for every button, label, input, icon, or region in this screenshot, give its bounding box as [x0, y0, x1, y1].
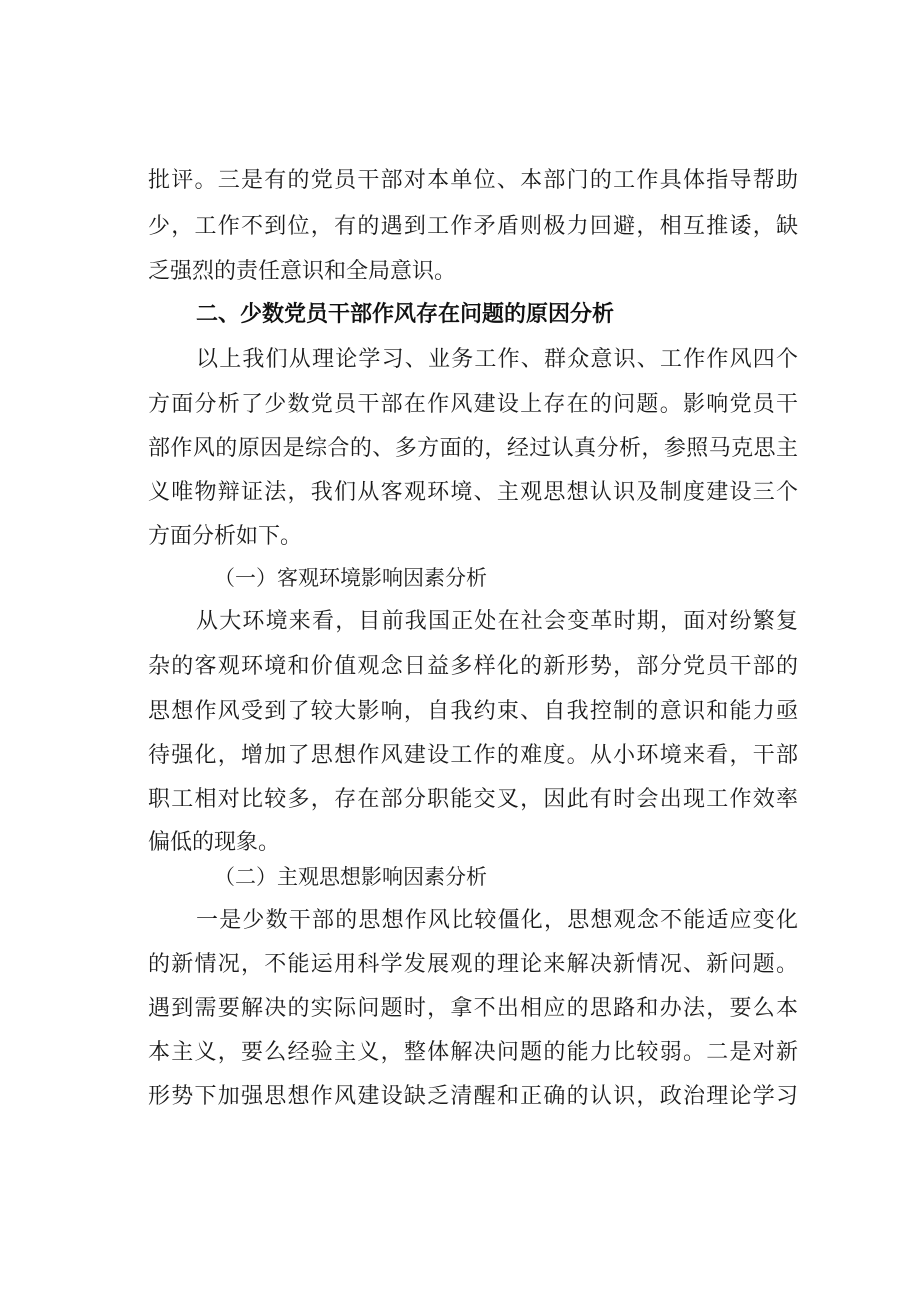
paragraph-3-line-2: 杂的客观环境和价值观念日益多样化的新形势，部分党员干部的 [148, 654, 798, 679]
paragraph-1-line-3: 乏强烈的责任意识和全局意识。 [148, 259, 457, 284]
paragraph-2-line-3: 部作风的原因是综合的、多方面的，经过认真分析，参照马克思主 [148, 436, 798, 461]
paragraph-2-line-4: 义唯物辩证法，我们从客观环境、主观思想认识及制度建设三个 [148, 480, 798, 505]
paragraph-3-line-6: 偏低的现象。 [148, 830, 281, 855]
paragraph-1-line-2: 少，工作不到位，有的遇到工作矛盾则极力回避，相互推诿，缺 [148, 214, 798, 239]
paragraph-2-line-1: 以上我们从理论学习、业务工作、群众意识、工作作风四个 [196, 347, 798, 372]
paragraph-2-line-5: 方面分析如下。 [148, 524, 303, 549]
paragraph-3-line-4: 待强化，增加了思想作风建设工作的难度。从小环境来看，干部 [148, 743, 798, 768]
paragraph-3-line-3: 思想作风受到了较大影响，自我约束、自我控制的意识和能力亟 [148, 699, 798, 724]
subsection-1-heading: （一）客观环境影响因素分析 [214, 566, 487, 590]
paragraph-4-line-5: 形势下加强思想作风建设缺乏清醒和正确的认识，政治理论学习 [148, 1084, 798, 1109]
paragraph-4-line-4: 本主义，要么经验主义，整体解决问题的能力比较弱。二是对新 [148, 1040, 798, 1065]
paragraph-3-line-1: 从大环境来看，目前我国正处在社会变革时期，面对纷繁复 [196, 609, 798, 634]
paragraph-4-line-2: 的新情况，不能运用科学发展观的理论来解决新情况、新问题。 [148, 952, 798, 977]
paragraph-4-line-1: 一是少数干部的思想作风比较僵化，思想观念不能适应变化 [196, 908, 798, 933]
paragraph-1-line-1: 批评。三是有的党员干部对本单位、本部门的工作具体指导帮助 [148, 168, 798, 193]
paragraph-3-line-5: 职工相对比较多，存在部分职能交叉，因此有时会出现工作效率 [148, 787, 798, 812]
section-heading: 二、少数党员干部作风存在问题的原因分析 [196, 302, 615, 327]
paragraph-2-line-2: 方面分析了少数党员干部在作风建设上存在的问题。影响党员干 [148, 392, 798, 417]
paragraph-4-line-3: 遇到需要解决的实际问题时，拿不出相应的思路和办法，要么本 [148, 996, 798, 1021]
subsection-2-heading: （二）主观思想影响因素分析 [214, 865, 487, 889]
